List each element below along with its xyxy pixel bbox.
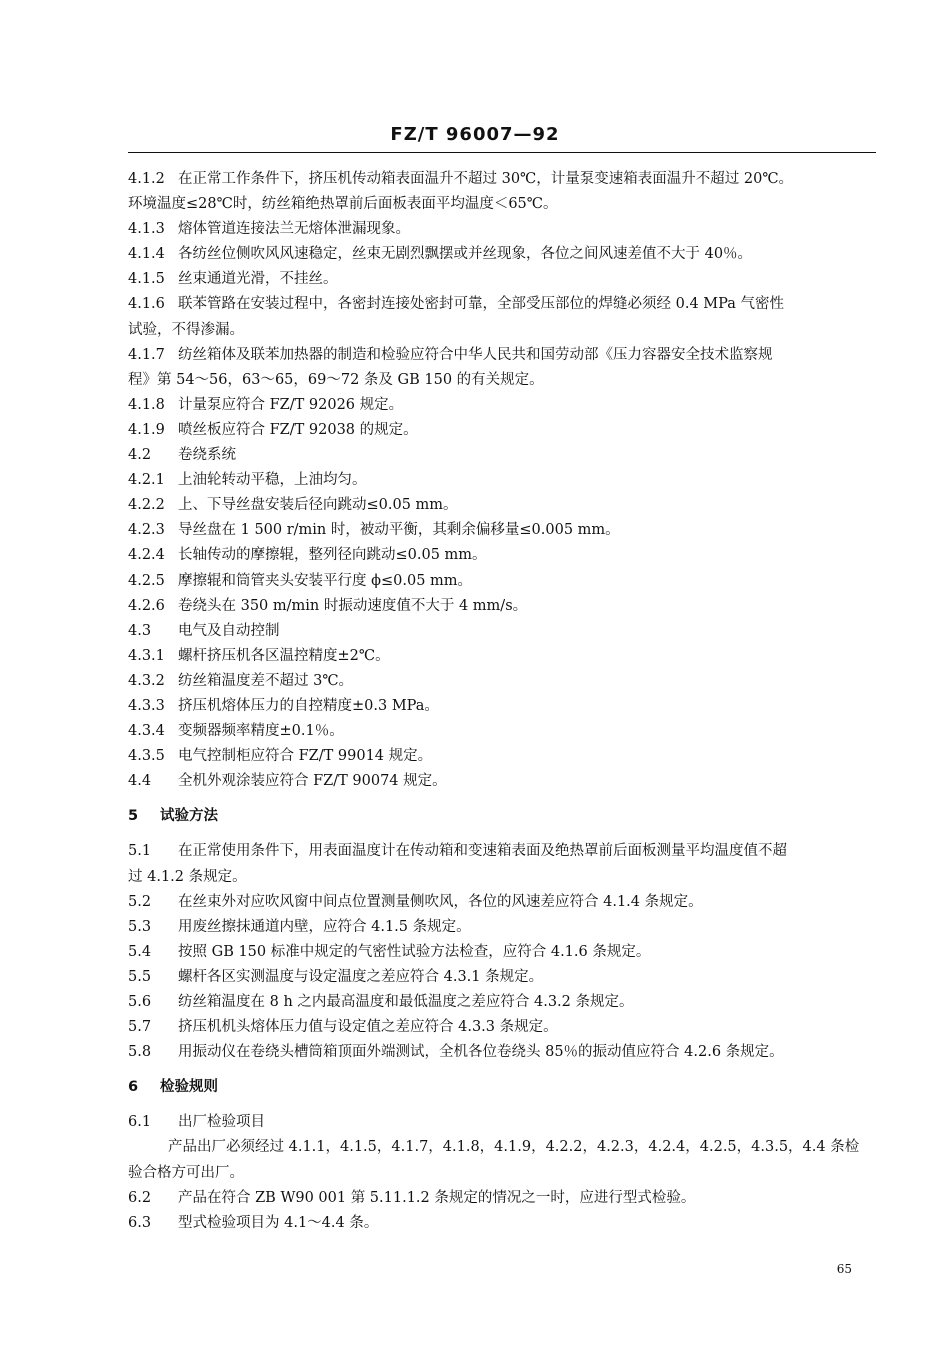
- clause-number: 5.2: [128, 893, 152, 910]
- clause-line: [128, 669, 880, 694]
- clause-text: 产品在符合 ZB W90 001 第 5.11.1.2 条规定的情况之一时，应进行型式检验。: [178, 1189, 696, 1206]
- clause-number: 4.1.5: [128, 271, 165, 288]
- clause-number: 4.3.3: [128, 697, 165, 714]
- clause-text: 在正常工作条件下，挤压机传动箱表面温升不超过 30℃，计量泵变速箱表面温升不超过 20℃。: [178, 171, 794, 187]
- clause-number: 5.6: [128, 994, 152, 1010]
- clause-number: 4.3.5: [128, 748, 165, 765]
- clause-line: [128, 1211, 880, 1236]
- clause-text: 纺丝箱温度差不超过 3℃。: [178, 672, 354, 689]
- section-5-clauses: [128, 839, 880, 1065]
- clause-line: [128, 990, 880, 1015]
- standard-code-header: FZ/T 96007—92: [390, 124, 560, 145]
- clause-text: 挤压机机头熔体压力值与设定值之差应符合 4.3.3 条规定。: [178, 1019, 558, 1036]
- clause-continuation-line: [128, 1161, 880, 1186]
- clause-number: 4.3.4: [128, 723, 165, 740]
- clause-text: 变频器频率精度±0.1％。: [178, 723, 344, 740]
- clause-line: [128, 594, 880, 619]
- clause-number: 4.1.7: [128, 346, 165, 363]
- clause-number: 5.7: [128, 1019, 152, 1036]
- clause-number: 4.4: [128, 773, 152, 790]
- clause-number: 5.5: [128, 968, 152, 985]
- clause-text: 各纺丝位侧吹风风速稳定，丝束无剧烈飘摆或并丝现象，各位之间风速差值不大于 40％。: [178, 246, 753, 263]
- clause-line: [128, 1186, 880, 1211]
- clause-text: 过 4.1.2 条规定。: [128, 868, 247, 885]
- clause-line: [128, 217, 880, 242]
- clause-number: 5.1: [128, 843, 152, 860]
- clause-text: 导丝盘在 1 500 r/min 时，被动平衡，其剩余偏移量≤0.005 mm。: [178, 522, 620, 539]
- clause-number: 4.2.2: [128, 497, 165, 514]
- clause-line: [128, 493, 880, 518]
- clause-line: [128, 167, 880, 192]
- clause-line: [128, 915, 880, 940]
- clause-continuation-line: [128, 1135, 880, 1160]
- clause-text: 计量泵应符合 FZ/T 92026 规定。: [178, 396, 404, 413]
- clause-number: 4.1.3: [128, 221, 165, 238]
- clause-continuation-line: [128, 318, 880, 343]
- clause-text: 挤压机熔体压力的自控精度±0.3 MPa。: [178, 697, 439, 714]
- clause-text: 电气控制柜应符合 FZ/T 99014 规定。: [178, 748, 433, 765]
- clause-text: 丝束通道光滑，不挂丝。: [178, 271, 338, 288]
- clause-text: 联苯管路在安装过程中，各密封连接处密封可靠，全部受压部位的焊缝必须经 0.4 MPa 气密性: [178, 296, 784, 313]
- page-number: 65: [836, 1262, 852, 1276]
- clause-number: 4.2.5: [128, 572, 165, 589]
- clause-number: 5.8: [128, 1044, 152, 1061]
- clause-text: 产品出厂必须经过 4.1.1，4.1.5，4.1.7，4.1.8，4.1.9，4.2.2，4.2.3，4.2.4，4.2.5，4.3.5，4.4 条检: [168, 1139, 860, 1156]
- clause-number: 4.2.6: [128, 597, 165, 614]
- clause-number: 4.1.8: [128, 396, 165, 413]
- document-body: [128, 167, 880, 1236]
- clause-text: 按照 GB 150 标准中规定的气密性试验方法检查，应符合 4.1.6 条规定。: [178, 943, 651, 960]
- section-6-clauses: [128, 1110, 880, 1235]
- clause-line: [128, 343, 880, 368]
- clause-line: [128, 1110, 880, 1135]
- clause-continuation-line: [128, 192, 880, 217]
- clause-text: 卷绕头在 350 m/min 时振动速度值不大于 4 mm/s。: [178, 597, 528, 614]
- clause-number: 4.3.2: [128, 672, 165, 689]
- section-4-clauses: [128, 167, 880, 794]
- clause-line: [128, 940, 880, 965]
- clause-text: 电气及自动控制: [178, 622, 280, 639]
- section-6-heading: 6 检验规则: [128, 1079, 218, 1096]
- clause-number: 4.1.9: [128, 421, 165, 438]
- clause-number: 4.1.2: [128, 171, 165, 187]
- clause-text: 上、下导丝盘安装后径向跳动≤0.05 mm。: [178, 497, 458, 514]
- clause-number: 4.2: [128, 447, 152, 464]
- clause-number: 6.2: [128, 1189, 152, 1206]
- clause-text: 用废丝擦抹通道内壁，应符合 4.1.5 条规定。: [178, 918, 471, 935]
- clause-continuation-line: [128, 368, 880, 393]
- clause-line: [128, 393, 880, 418]
- clause-line: [128, 468, 880, 493]
- clause-text: 长轴传动的摩擦辊，整列径向跳动≤0.05 mm。: [178, 547, 487, 564]
- clause-continuation-line: [128, 865, 880, 890]
- clause-number: 5.3: [128, 918, 152, 935]
- clause-line: [128, 839, 880, 864]
- clause-number: 6.1: [128, 1114, 152, 1131]
- clause-text: 喷丝板应符合 FZ/T 92038 的规定。: [178, 421, 418, 438]
- clause-number: 4.3: [128, 622, 152, 639]
- clause-line: [128, 619, 880, 644]
- clause-text: 纺丝箱温度在 8 h 之内最高温度和最低温度之差应符合 4.3.2 条规定。: [178, 994, 634, 1010]
- clause-line: [128, 443, 880, 468]
- clause-line: [128, 292, 880, 317]
- clause-line: [128, 965, 880, 990]
- clause-number: 4.3.1: [128, 647, 165, 664]
- clause-line: [128, 644, 880, 669]
- clause-text: 螺杆各区实测温度与设定温度之差应符合 4.3.1 条规定。: [178, 968, 544, 985]
- clause-text: 卷绕系统: [178, 447, 236, 464]
- clause-text: 用振动仪在卷绕头槽筒箱顶面外端测试，全机各位卷绕头 85％的振动值应符合 4.2.6 条规定。: [178, 1044, 784, 1061]
- clause-text: 全机外观涂装应符合 FZ/T 90074 规定。: [178, 773, 447, 790]
- section-5-heading: 5 试验方法: [128, 808, 218, 825]
- clause-text: 型式检验项目为 4.1～4.4 条。: [178, 1214, 379, 1231]
- clause-text: 上油轮转动平稳，上油均匀。: [178, 472, 367, 489]
- clause-number: 6.3: [128, 1214, 152, 1231]
- clause-text: 纺丝箱体及联苯加热器的制造和检验应符合中华人民共和国劳动部《压力容器安全技术监察规: [178, 346, 773, 363]
- clause-line: [128, 1040, 880, 1065]
- clause-line: [128, 719, 880, 744]
- clause-text: 熔体管道连接法兰无熔体泄漏现象。: [178, 221, 410, 238]
- clause-text: 试验，不得渗漏。: [128, 321, 244, 338]
- clause-line: [128, 694, 880, 719]
- clause-line: [128, 418, 880, 443]
- clause-line: [128, 569, 880, 594]
- header-rule: [128, 152, 876, 153]
- clause-number: 4.1.4: [128, 246, 165, 263]
- clause-number: 4.2.3: [128, 522, 165, 539]
- clause-number: 5.4: [128, 943, 152, 960]
- clause-line: [128, 890, 880, 915]
- clause-text: 螺杆挤压机各区温控精度±2℃。: [178, 647, 390, 664]
- clause-number: 4.2.4: [128, 547, 165, 564]
- clause-line: [128, 769, 880, 794]
- clause-number: 4.1.6: [128, 296, 165, 313]
- clause-text: 摩擦辊和筒管夹头安装平行度 ϕ≤0.05 mm。: [178, 572, 473, 589]
- clause-number: 4.2.1: [128, 472, 165, 489]
- clause-text: 出厂检验项目: [178, 1114, 265, 1131]
- clause-line: [128, 518, 880, 543]
- clause-line: [128, 267, 880, 292]
- clause-text: 程》第 54～56，63～65，69～72 条及 GB 150 的有关规定。: [128, 371, 544, 388]
- clause-line: [128, 543, 880, 568]
- clause-line: [128, 744, 880, 769]
- clause-text: 在正常使用条件下，用表面温度计在传动箱和变速箱表面及绝热罩前后面板测量平均温度值不超: [178, 843, 787, 860]
- clause-text: 在丝束外对应吹风窗中间点位置测量侧吹风，各位的风速差应符合 4.1.4 条规定。: [178, 893, 703, 910]
- clause-text: 验合格方可出厂。: [128, 1164, 244, 1181]
- clause-text: 环境温度≤28℃时，纺丝箱绝热罩前后面板表面平均温度＜65℃。: [128, 196, 558, 213]
- clause-line: [128, 242, 880, 267]
- clause-line: [128, 1015, 880, 1040]
